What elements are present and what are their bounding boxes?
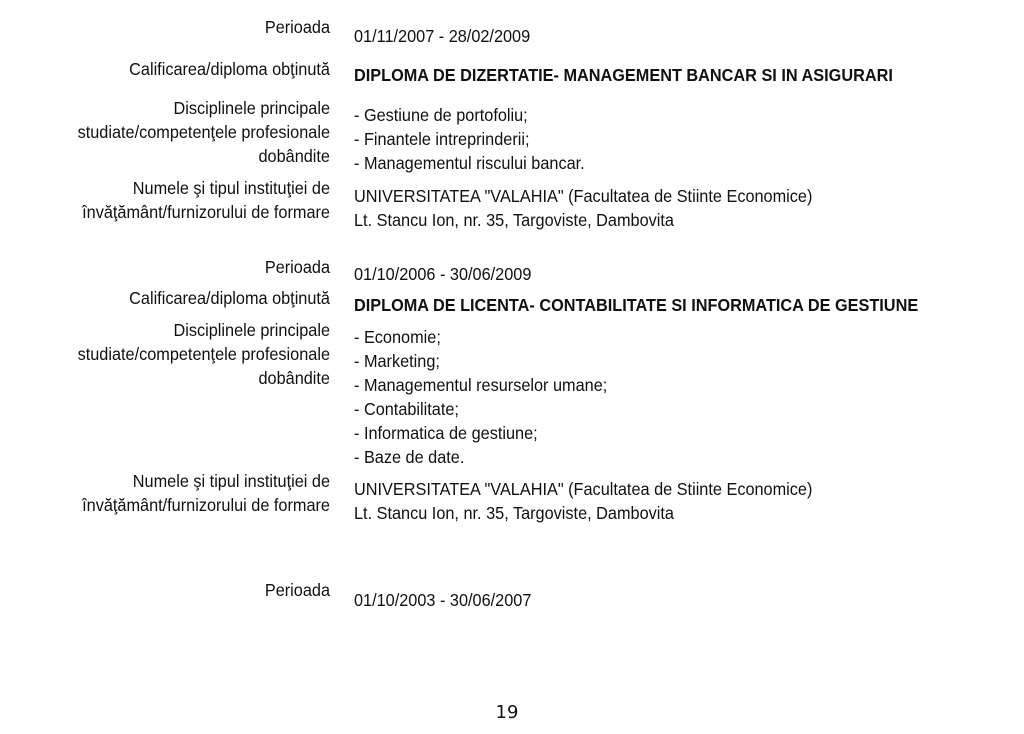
period-label: Perioada bbox=[264, 257, 330, 277]
period-label: Perioada bbox=[264, 580, 330, 600]
institution-label-line: învăţământ/furnizorului de formare bbox=[82, 495, 330, 515]
discipline-item: - Baze de date. bbox=[354, 447, 465, 467]
institution-line: UNIVERSITATEA "VALAHIA" (Facultatea de Stiinte Economice) bbox=[354, 186, 813, 206]
discipline-item: - Contabilitate; bbox=[354, 399, 459, 419]
institution-label bbox=[51, 176, 330, 224]
discipline-item: - Managementul riscului bancar. bbox=[354, 153, 585, 173]
disciplines-label-line: dobândite bbox=[258, 368, 330, 388]
discipline-item: - Finantele intreprinderii; bbox=[354, 129, 530, 149]
disciplines-label-line: dobândite bbox=[258, 146, 330, 166]
period-label: Perioada bbox=[264, 17, 330, 37]
disciplines-label-line: studiate/competenţele profesionale bbox=[77, 344, 330, 364]
disciplines-list bbox=[354, 103, 968, 175]
institution-line: UNIVERSITATEA "VALAHIA" (Facultatea de Stiinte Economice) bbox=[354, 479, 813, 499]
institution-line: Lt. Stancu Ion, nr. 35, Targoviste, Dambovita bbox=[354, 503, 674, 523]
qualification-label: Calificarea/diploma obţinută bbox=[129, 59, 330, 79]
institution-label bbox=[51, 469, 330, 517]
discipline-item: - Managementul resurselor umane; bbox=[354, 375, 608, 395]
institution-value bbox=[354, 477, 968, 525]
disciplines-label-line: studiate/competenţele profesionale bbox=[77, 122, 330, 142]
qualification-value: DIPLOMA DE DIZERTATIE- MANAGEMENT BANCAR SI IN ASIGURARI bbox=[354, 65, 893, 85]
discipline-item: - Economie; bbox=[354, 327, 441, 347]
disciplines-label bbox=[51, 318, 330, 390]
institution-value bbox=[354, 184, 968, 232]
discipline-item: - Marketing; bbox=[354, 351, 440, 371]
discipline-item: - Gestiune de portofoliu; bbox=[354, 105, 528, 125]
page-number: 19 bbox=[495, 702, 519, 723]
institution-label-line: învăţământ/furnizorului de formare bbox=[82, 202, 330, 222]
qualification-value: DIPLOMA DE LICENTA- CONTABILITATE SI INFORMATICA DE GESTIUNE bbox=[354, 295, 919, 315]
qualification-label: Calificarea/diploma obţinută bbox=[129, 288, 330, 308]
institution-line: Lt. Stancu Ion, nr. 35, Targoviste, Dambovita bbox=[354, 210, 674, 230]
discipline-item: - Informatica de gestiune; bbox=[354, 423, 538, 443]
period-value: 01/11/2007 - 28/02/2009 bbox=[354, 26, 531, 46]
institution-label-line: Numele şi tipul instituţiei de bbox=[132, 471, 330, 491]
period-value: 01/10/2003 - 30/06/2007 bbox=[354, 590, 532, 610]
disciplines-label bbox=[51, 96, 330, 168]
disciplines-list bbox=[354, 325, 968, 469]
disciplines-label-line: Disciplinele principale bbox=[173, 320, 330, 340]
disciplines-label-line: Disciplinele principale bbox=[173, 98, 330, 118]
institution-label-line: Numele şi tipul instituţiei de bbox=[132, 178, 330, 198]
period-value: 01/10/2006 - 30/06/2009 bbox=[354, 264, 532, 284]
